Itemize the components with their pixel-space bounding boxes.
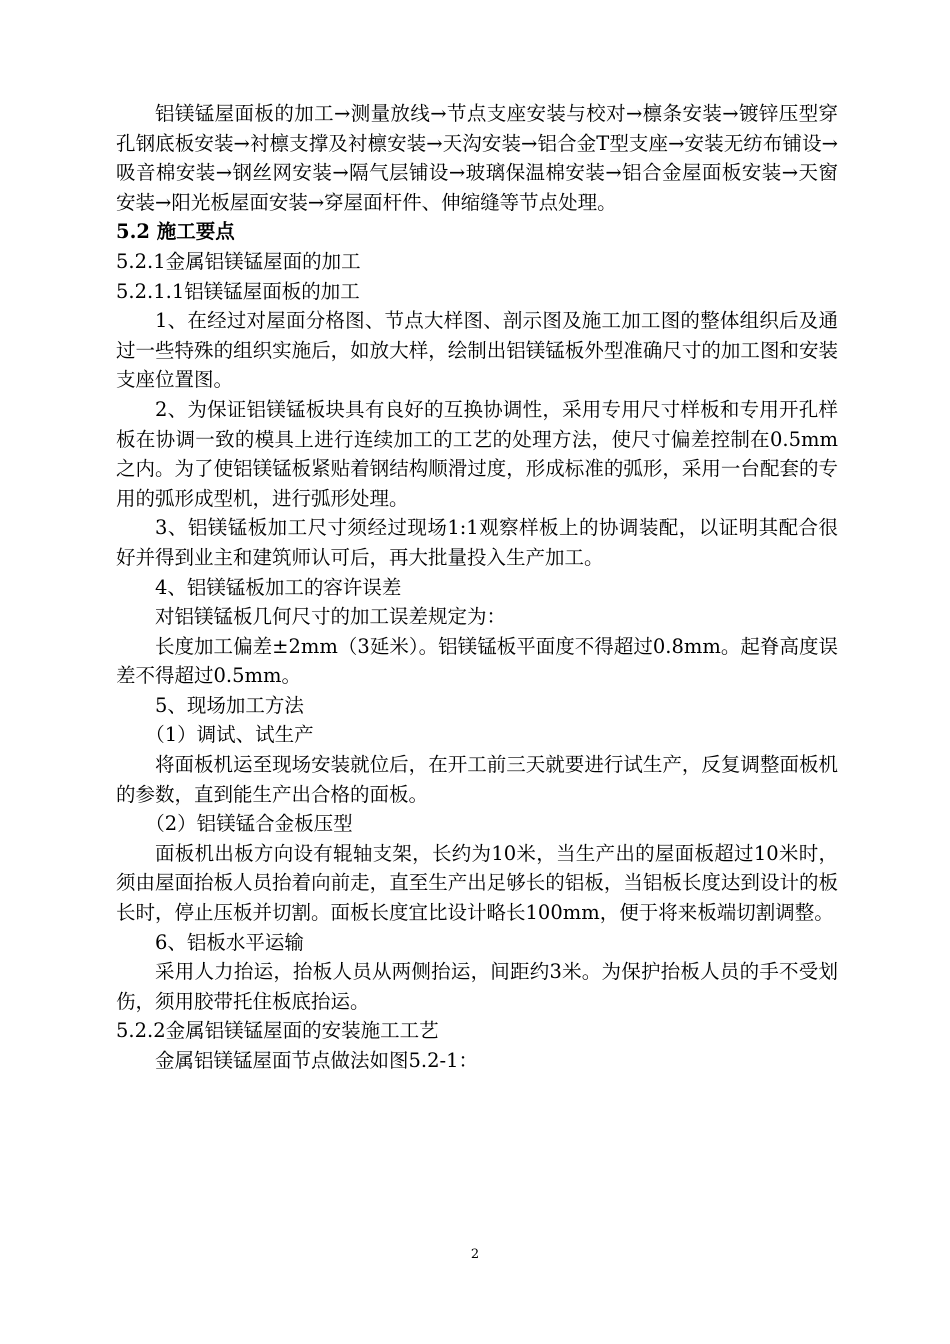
paragraph-sub-2-title: （2）铝镁锰合金板压型 [145, 812, 353, 836]
subsection-heading-5-2-1-1: 5.2.1.1铝镁锰屋面板的加工 [116, 279, 360, 303]
paragraph-transport: 采用人力抬运，抬板人员从两侧抬运，间距约3米。为保护抬板人员的手不受划伤，须用胶带托住板底抬运。 [116, 960, 838, 1013]
paragraph-item-4-title: 4、铝镁锰板加工的容许误差 [155, 575, 402, 599]
page-number: 2 [470, 1247, 480, 1262]
paragraph-panel-forming: 面板机出板方向设有辊轴支架，长约为10米，当生产出的屋面板超过10米时，须由屋面抬板人员抬着向前走，直至生产出足够长的铝板，当铝板长度达到设计的板长时，停止压板并切割。面板长度宜比设计略长100mm，便于将来板端切割调整。 [116, 841, 838, 925]
paragraph-tolerance-values: 长度加工偏差±2mm（3延米）。铝镁锰板平面度不得超过0.8mm。起脊高度误差不得超过0.5mm。 [116, 634, 838, 688]
subsection-heading-5-2-1: 5.2.1金属铝镁锰屋面的加工 [116, 249, 361, 273]
paragraph-trial-production: 将面板机运至现场安装就位后，在开工前三天就要进行试生产，反复调整面板机的参数，直到能生产出合格的面板。 [116, 753, 838, 806]
document-body [116, 99, 838, 1076]
subsection-heading-5-2-2: 5.2.2金属铝镁锰屋面的安装施工工艺 [116, 1019, 439, 1043]
paragraph-item-5-title: 5、现场加工方法 [155, 693, 304, 717]
section-heading-5-2: 5.2 施工要点 [116, 220, 235, 244]
paragraph-node-detail: 金属铝镁锰屋面节点做法如图5.2-1： [155, 1049, 479, 1072]
paragraph-item-3: 3、铝镁锰板加工尺寸须经过现场1:1观察样板上的协调装配，以证明其配合很好并得到业主和建筑师认可后，再大批量投入生产加工。 [116, 516, 838, 569]
paragraph-item-6-title: 6、铝板水平运输 [155, 930, 304, 954]
paragraph-sub-1-title: （1）调试、试生产 [145, 723, 314, 747]
paragraph-tolerance-intro: 对铝镁锰板几何尺寸的加工误差规定为： [155, 605, 507, 629]
process-flow-paragraph: 铝镁锰屋面板的加工→测量放线→节点支座安装与校对→檩条安装→镀锌压型穿孔钢底板安装→衬檩支撑及衬檩安装→天沟安装→铝合金T型支座→安装无纺布铺设→吸音棉安装→钢丝网安装→隔气层铺设→玻璃保温棉安装→铝合金屋面板安装→天窗安装→阳光板屋面安装→穿屋面杆件、伸缩缝等节点处理。 [116, 102, 838, 214]
paragraph-item-2: 2、为保证铝镁锰板块具有良好的互换协调性，采用专用尺寸样板和专用开孔样板在协调一致的模具上进行连续加工的工艺的处理方法，使尺寸偏差控制在0.5mm之内。为了使铝镁锰板紧贴着钢结构顺滑过度，形成标准的弧形，采用一台配套的专用的弧形成型机，进行弧形处理。 [116, 397, 838, 510]
paragraph-item-1: 1、在经过对屋面分格图、节点大样图、剖示图及施工加工图的整体组织后及通过一些特殊的组织实施后，如放大样，绘制出铝镁锰板外型准确尺寸的加工图和安装支座位置图。 [116, 309, 838, 392]
